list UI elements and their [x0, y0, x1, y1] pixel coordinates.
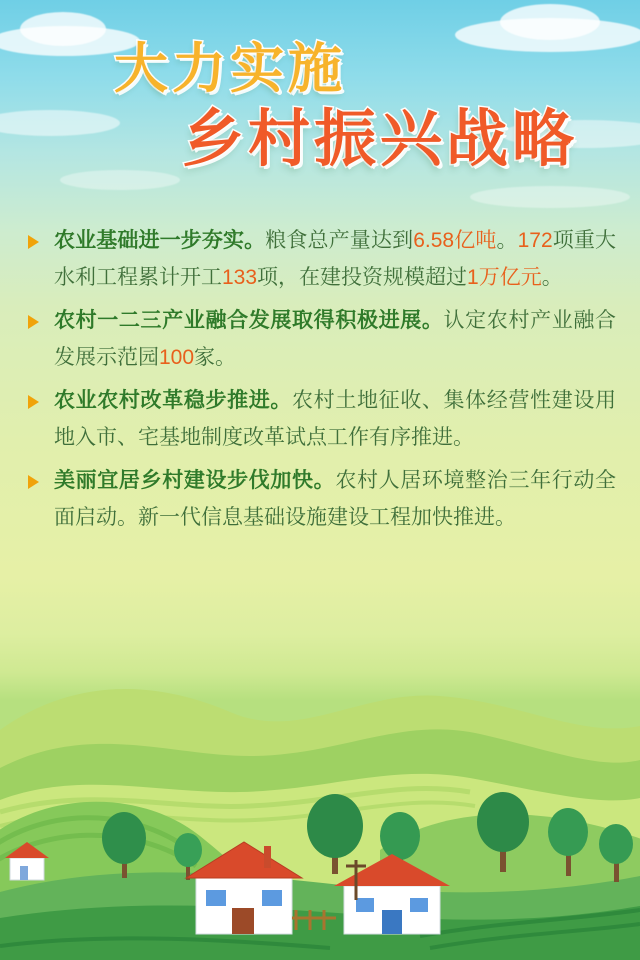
list-item	[26, 222, 616, 296]
poster-title	[0, 37, 640, 175]
item-lead-text: 农业基础进一步夯实。	[54, 229, 266, 252]
triangle-bullet-icon	[28, 475, 39, 489]
title-line-2: 乡村振兴战略	[181, 102, 578, 175]
item-lead-text: 美丽宜居乡村建设步伐加快。	[54, 469, 336, 492]
item-body-text: 。	[496, 229, 518, 252]
item-highlight-text: 133	[222, 266, 258, 289]
list-item	[26, 302, 616, 376]
triangle-bullet-icon	[28, 235, 39, 249]
item-body-text: 项，在建投资规模超过	[257, 266, 468, 289]
cloud-icon	[500, 4, 600, 40]
list-item	[26, 382, 616, 456]
item-body-text: 家。	[194, 346, 237, 369]
item-highlight-text: 100	[159, 346, 195, 369]
content-list	[26, 222, 616, 542]
item-highlight-text: 172	[517, 229, 553, 252]
title-line-1: 大力实施	[114, 37, 346, 100]
item-body-text: 项重大水利工程累计开工	[54, 229, 617, 289]
cloud-icon	[20, 12, 106, 46]
item-body-text: 农村土地征收、集体经营性建设用地入市、宅基地制度改革试点工作有序推进。	[54, 389, 617, 449]
item-highlight-text: 6.58亿吨	[413, 229, 497, 252]
item-highlight-text: 1万亿元	[467, 266, 542, 289]
triangle-bullet-icon	[28, 395, 39, 409]
item-body-text: 。	[541, 266, 563, 289]
item-lead-text: 农村一二三产业融合发展取得积极进展。	[54, 309, 444, 332]
cloud-icon	[470, 186, 630, 208]
triangle-bullet-icon	[28, 315, 39, 329]
landscape-illustration	[0, 660, 640, 960]
item-body-text: 粮食总产量达到	[265, 229, 414, 252]
item-lead-text: 农业农村改革稳步推进。	[54, 389, 293, 412]
item-body-text: 认定农村产业融合发展示范园	[54, 309, 617, 369]
cloud-icon	[60, 170, 180, 190]
list-item	[26, 462, 616, 536]
item-body-text: 农村人居环境整治三年行动全面启动。新一代信息基础设施建设工程加快推进。	[54, 469, 617, 529]
